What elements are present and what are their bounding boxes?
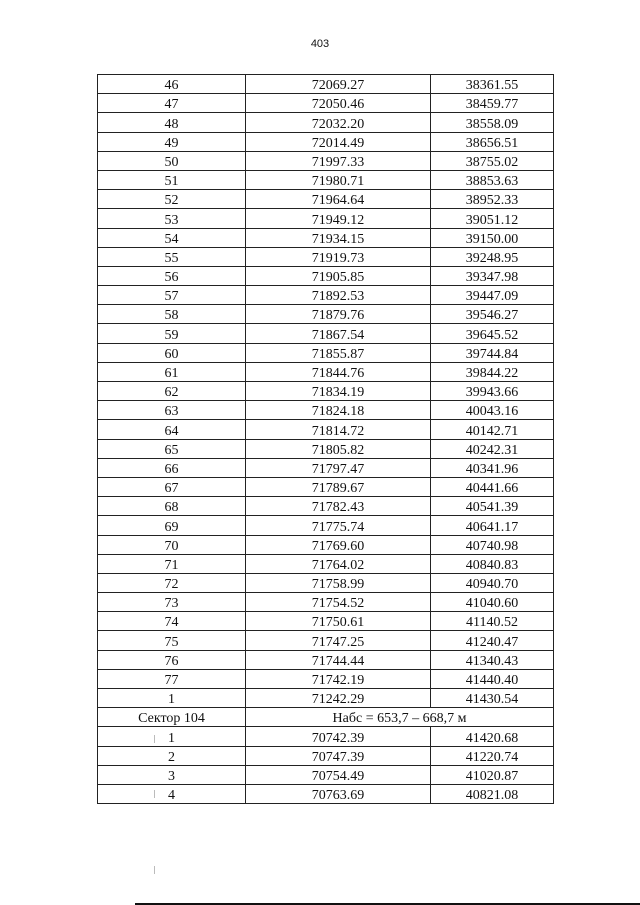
point-number-cell: 59 xyxy=(98,324,246,343)
point-number-cell: 64 xyxy=(98,420,246,439)
table-row xyxy=(98,324,554,343)
table-row xyxy=(98,458,554,477)
point-number-cell: 75 xyxy=(98,631,246,650)
x-coordinate-cell: 71867.54 xyxy=(246,324,431,343)
table-row xyxy=(98,286,554,305)
y-coordinate-cell: 40840.83 xyxy=(431,554,554,573)
table-row xyxy=(98,305,554,324)
point-number-cell: 60 xyxy=(98,343,246,362)
table-row xyxy=(98,497,554,516)
table-row xyxy=(98,669,554,688)
table-row xyxy=(98,113,554,132)
y-coordinate-cell: 41040.60 xyxy=(431,593,554,612)
x-coordinate-cell: 71934.15 xyxy=(246,228,431,247)
point-number-cell: 56 xyxy=(98,266,246,285)
table-row xyxy=(98,765,554,784)
x-coordinate-cell: 71879.76 xyxy=(246,305,431,324)
y-coordinate-cell: 38656.51 xyxy=(431,132,554,151)
point-number-cell: 52 xyxy=(98,190,246,209)
y-coordinate-cell: 39943.66 xyxy=(431,382,554,401)
sector-table-body xyxy=(98,727,554,804)
y-coordinate-cell: 40441.66 xyxy=(431,477,554,496)
table-row xyxy=(98,343,554,362)
point-number-cell: 69 xyxy=(98,516,246,535)
point-number-cell: 77 xyxy=(98,669,246,688)
table-row xyxy=(98,420,554,439)
point-number-cell: 74 xyxy=(98,612,246,631)
sector-height-range: Набс = 653,7 – 668,7 м xyxy=(246,708,554,727)
point-number-cell: 71 xyxy=(98,554,246,573)
point-number-cell: 3 xyxy=(98,765,246,784)
table-row xyxy=(98,477,554,496)
x-coordinate-cell: 71775.74 xyxy=(246,516,431,535)
point-number-cell: 62 xyxy=(98,382,246,401)
point-number-cell: 73 xyxy=(98,593,246,612)
point-number-cell: 65 xyxy=(98,439,246,458)
x-coordinate-cell: 71919.73 xyxy=(246,247,431,266)
y-coordinate-cell: 39844.22 xyxy=(431,362,554,381)
x-coordinate-cell: 71782.43 xyxy=(246,497,431,516)
margin-mark xyxy=(154,866,155,874)
x-coordinate-cell: 71844.76 xyxy=(246,362,431,381)
margin-mark xyxy=(154,790,155,798)
x-coordinate-cell: 71750.61 xyxy=(246,612,431,631)
table-row xyxy=(98,650,554,669)
point-number-cell: 72 xyxy=(98,573,246,592)
point-number-cell: 70 xyxy=(98,535,246,554)
table-row xyxy=(98,94,554,113)
table-row xyxy=(98,612,554,631)
coordinates-table-body xyxy=(98,75,554,708)
x-coordinate-cell: 71814.72 xyxy=(246,420,431,439)
y-coordinate-cell: 40641.17 xyxy=(431,516,554,535)
table-row xyxy=(98,382,554,401)
point-number-cell: 58 xyxy=(98,305,246,324)
x-coordinate-cell: 71744.44 xyxy=(246,650,431,669)
y-coordinate-cell: 41420.68 xyxy=(431,727,554,746)
y-coordinate-cell: 41220.74 xyxy=(431,746,554,765)
y-coordinate-cell: 40242.31 xyxy=(431,439,554,458)
y-coordinate-cell: 38755.02 xyxy=(431,151,554,170)
y-coordinate-cell: 41140.52 xyxy=(431,612,554,631)
table-row xyxy=(98,132,554,151)
x-coordinate-cell: 70747.39 xyxy=(246,746,431,765)
page-number: 403 xyxy=(310,38,330,50)
x-coordinate-cell: 71855.87 xyxy=(246,343,431,362)
table-row xyxy=(98,631,554,650)
y-coordinate-cell: 39546.27 xyxy=(431,305,554,324)
sector-header xyxy=(98,708,554,727)
y-coordinate-cell: 39150.00 xyxy=(431,228,554,247)
point-number-cell: 4 xyxy=(98,784,246,803)
y-coordinate-cell: 39248.95 xyxy=(431,247,554,266)
point-number-cell: 48 xyxy=(98,113,246,132)
y-coordinate-cell: 41020.87 xyxy=(431,765,554,784)
point-number-cell: 47 xyxy=(98,94,246,113)
point-number-cell: 54 xyxy=(98,228,246,247)
point-number-cell: 68 xyxy=(98,497,246,516)
point-number-cell: 66 xyxy=(98,458,246,477)
point-number-cell: 67 xyxy=(98,477,246,496)
y-coordinate-cell: 38361.55 xyxy=(431,75,554,94)
table-row xyxy=(98,209,554,228)
margin-mark xyxy=(154,735,155,743)
point-number-cell: 76 xyxy=(98,650,246,669)
x-coordinate-cell: 71764.02 xyxy=(246,554,431,573)
y-coordinate-cell: 39744.84 xyxy=(431,343,554,362)
point-number-cell: 49 xyxy=(98,132,246,151)
y-coordinate-cell: 38952.33 xyxy=(431,190,554,209)
y-coordinate-cell: 40940.70 xyxy=(431,573,554,592)
x-coordinate-cell: 71742.19 xyxy=(246,669,431,688)
point-number-cell: 50 xyxy=(98,151,246,170)
point-number-cell: 46 xyxy=(98,75,246,94)
x-coordinate-cell: 71758.99 xyxy=(246,573,431,592)
point-number-cell: 1 xyxy=(98,727,246,746)
y-coordinate-cell: 39645.52 xyxy=(431,324,554,343)
x-coordinate-cell: 71824.18 xyxy=(246,401,431,420)
table-row xyxy=(98,573,554,592)
table-row xyxy=(98,401,554,420)
y-coordinate-cell: 39051.12 xyxy=(431,209,554,228)
y-coordinate-cell: 41440.40 xyxy=(431,669,554,688)
point-number-cell: 2 xyxy=(98,746,246,765)
y-coordinate-cell: 39447.09 xyxy=(431,286,554,305)
point-number-cell: 53 xyxy=(98,209,246,228)
y-coordinate-cell: 40043.16 xyxy=(431,401,554,420)
x-coordinate-cell: 71769.60 xyxy=(246,535,431,554)
x-coordinate-cell: 72069.27 xyxy=(246,75,431,94)
table-row xyxy=(98,516,554,535)
y-coordinate-cell: 39347.98 xyxy=(431,266,554,285)
sector-label: Сектор 104 xyxy=(98,708,246,727)
table-row xyxy=(98,439,554,458)
table-row xyxy=(98,362,554,381)
table-row xyxy=(98,746,554,765)
x-coordinate-cell: 71797.47 xyxy=(246,458,431,477)
table-row xyxy=(98,784,554,803)
x-coordinate-cell: 71242.29 xyxy=(246,689,431,708)
x-coordinate-cell: 70754.49 xyxy=(246,765,431,784)
x-coordinate-cell: 72032.20 xyxy=(246,113,431,132)
x-coordinate-cell: 71754.52 xyxy=(246,593,431,612)
table-row xyxy=(98,535,554,554)
table-row xyxy=(98,593,554,612)
x-coordinate-cell: 71964.64 xyxy=(246,190,431,209)
table-row xyxy=(98,170,554,189)
table-row xyxy=(98,151,554,170)
x-coordinate-cell: 71980.71 xyxy=(246,170,431,189)
x-coordinate-cell: 72014.49 xyxy=(246,132,431,151)
x-coordinate-cell: 71997.33 xyxy=(246,151,431,170)
table-row xyxy=(98,75,554,94)
table-row xyxy=(98,727,554,746)
y-coordinate-cell: 41430.54 xyxy=(431,689,554,708)
x-coordinate-cell: 71892.53 xyxy=(246,286,431,305)
y-coordinate-cell: 38853.63 xyxy=(431,170,554,189)
y-coordinate-cell: 38459.77 xyxy=(431,94,554,113)
y-coordinate-cell: 40740.98 xyxy=(431,535,554,554)
x-coordinate-cell: 71949.12 xyxy=(246,209,431,228)
x-coordinate-cell: 70763.69 xyxy=(246,784,431,803)
coordinates-table xyxy=(97,74,554,804)
x-coordinate-cell: 71834.19 xyxy=(246,382,431,401)
y-coordinate-cell: 40341.96 xyxy=(431,458,554,477)
point-number-cell: 57 xyxy=(98,286,246,305)
y-coordinate-cell: 38558.09 xyxy=(431,113,554,132)
x-coordinate-cell: 71805.82 xyxy=(246,439,431,458)
x-coordinate-cell: 70742.39 xyxy=(246,727,431,746)
table-row xyxy=(98,266,554,285)
y-coordinate-cell: 41240.47 xyxy=(431,631,554,650)
point-number-cell: 51 xyxy=(98,170,246,189)
table-row xyxy=(98,228,554,247)
point-number-cell: 55 xyxy=(98,247,246,266)
table-row xyxy=(98,689,554,708)
point-number-cell: 1 xyxy=(98,689,246,708)
table-row xyxy=(98,247,554,266)
x-coordinate-cell: 71747.25 xyxy=(246,631,431,650)
y-coordinate-cell: 40541.39 xyxy=(431,497,554,516)
table-row xyxy=(98,190,554,209)
sector-header-row xyxy=(98,708,554,727)
table-row xyxy=(98,554,554,573)
x-coordinate-cell: 71905.85 xyxy=(246,266,431,285)
y-coordinate-cell: 40142.71 xyxy=(431,420,554,439)
y-coordinate-cell: 40821.08 xyxy=(431,784,554,803)
y-coordinate-cell: 41340.43 xyxy=(431,650,554,669)
x-coordinate-cell: 71789.67 xyxy=(246,477,431,496)
x-coordinate-cell: 72050.46 xyxy=(246,94,431,113)
point-number-cell: 63 xyxy=(98,401,246,420)
point-number-cell: 61 xyxy=(98,362,246,381)
